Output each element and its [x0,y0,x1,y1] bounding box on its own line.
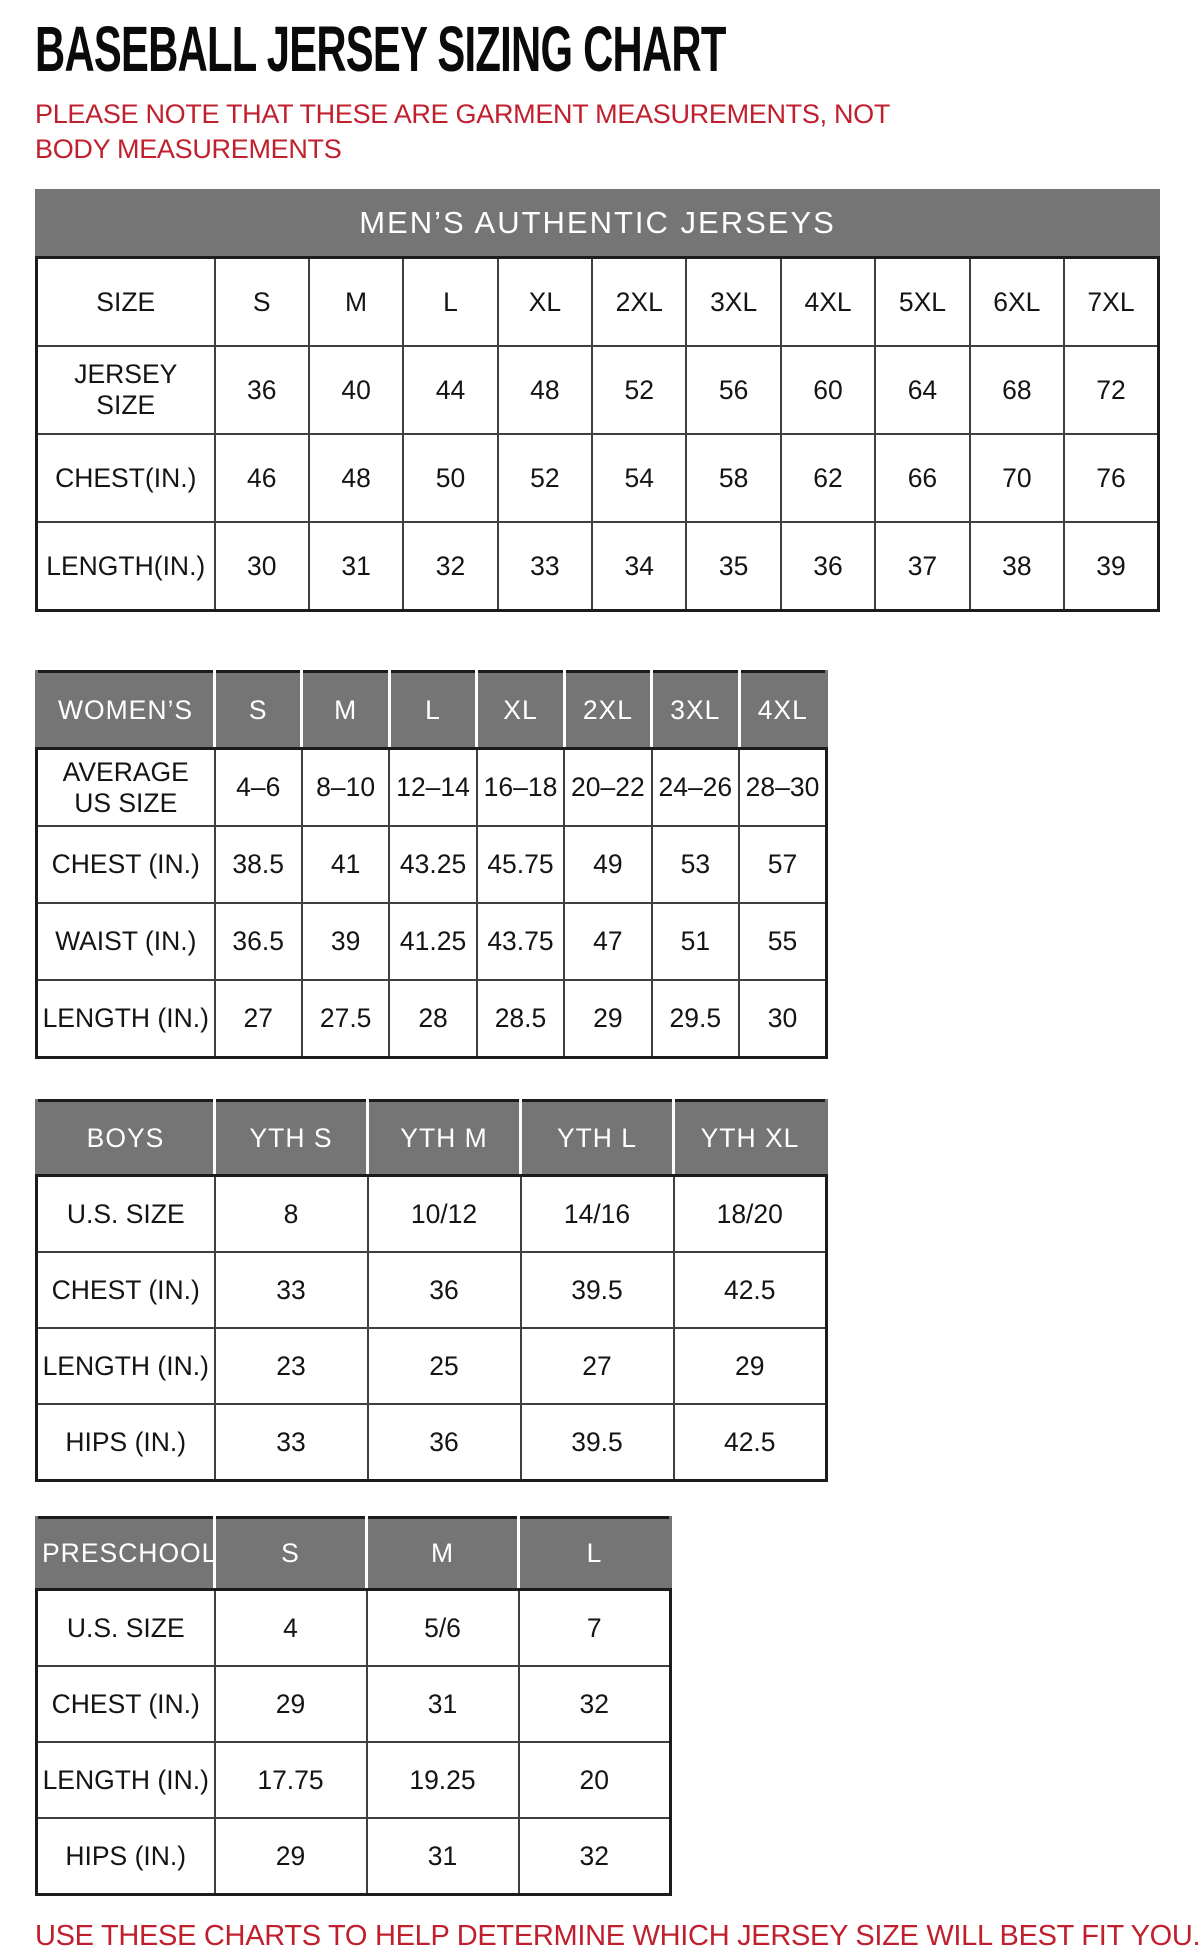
table-row [37,1666,671,1742]
table-row [37,1818,671,1895]
size-column-header: L [519,1518,671,1590]
table-row [37,1328,827,1404]
row-label: SIZE [37,258,215,347]
cell-value: 48 [309,434,403,522]
cell-value: 25 [368,1328,521,1404]
cell-value: M [309,258,403,347]
size-column-header: YTH XL [674,1101,827,1176]
row-label: U.S. SIZE [37,1590,215,1667]
cell-value: 36 [368,1252,521,1328]
row-label: CHEST (IN.) [37,1666,215,1742]
garment-measurement-note: PLEASE NOTE THAT THESE ARE GARMENT MEASUREMENTS, NOT BODY MEASUREMENTS [35,98,890,164]
cell-value: 5/6 [367,1590,519,1667]
size-column-header: YTH L [521,1101,674,1176]
table-row [37,1252,827,1328]
cell-value: 29 [215,1666,367,1742]
cell-value: 24–26 [652,749,739,827]
table-header-row [37,1518,671,1590]
cell-value: 66 [875,434,969,522]
cell-value: 35 [686,522,780,611]
cell-value: 58 [686,434,780,522]
cell-value: 47 [564,903,651,980]
cell-value: 27.5 [302,980,389,1058]
cell-value: 31 [367,1666,519,1742]
row-label: HIPS (IN.) [37,1404,215,1481]
boys-sizing-table [35,1099,828,1482]
mens-table-banner: MEN’S AUTHENTIC JERSEYS [35,189,1160,256]
cell-value: 39.5 [521,1404,674,1481]
table-row [37,826,827,903]
table-title: WOMEN’S [37,672,215,749]
cell-value: 4XL [781,258,875,347]
cell-value: 18/20 [674,1176,827,1253]
cell-value: 36 [368,1404,521,1481]
cell-value: 31 [367,1818,519,1895]
cell-value: 41.25 [389,903,476,980]
cell-value: 30 [739,980,826,1058]
cell-value: 54 [592,434,686,522]
row-label: U.S. SIZE [37,1176,215,1253]
cell-value: 38 [970,522,1064,611]
row-label: LENGTH (IN.) [37,1328,215,1404]
table-row [37,980,827,1058]
cell-value: 37 [875,522,969,611]
cell-value: 20 [519,1742,671,1818]
table-row [37,434,1159,522]
table-row [37,1404,827,1481]
cell-value: 48 [498,346,592,434]
cell-value: 29.5 [652,980,739,1058]
cell-value: 33 [215,1252,368,1328]
cell-value: 53 [652,826,739,903]
cell-value: 2XL [592,258,686,347]
table-row [37,1590,671,1667]
cell-value: 17.75 [215,1742,367,1818]
cell-value: 42.5 [674,1404,827,1481]
size-column-header: YTH M [368,1101,521,1176]
size-column-header: XL [477,672,564,749]
row-label: LENGTH(IN.) [37,522,215,611]
table-row [37,749,827,827]
size-column-header: 2XL [564,672,651,749]
cell-value: 32 [519,1666,671,1742]
table-row [37,1742,671,1818]
cell-value: 7 [519,1590,671,1667]
cell-value: 30 [215,522,309,611]
cell-value: 41 [302,826,389,903]
size-column-header: YTH S [215,1101,368,1176]
cell-value: 64 [875,346,969,434]
cell-value: 23 [215,1328,368,1404]
cell-value: 28 [389,980,476,1058]
cell-value: 27 [215,980,302,1058]
cell-value: 28–30 [739,749,826,827]
cell-value: 32 [519,1818,671,1895]
cell-value: 43.25 [389,826,476,903]
row-label: LENGTH (IN.) [37,980,215,1058]
cell-value: 7XL [1064,258,1158,347]
cell-value: 8 [215,1176,368,1253]
cell-value: 39 [1064,522,1158,611]
cell-value: 33 [498,522,592,611]
cell-value: 49 [564,826,651,903]
cell-value: 42.5 [674,1252,827,1328]
table-header-row [37,1101,827,1176]
row-label: JERSEY SIZE [37,346,215,434]
cell-value: 3XL [686,258,780,347]
cell-value: L [403,258,497,347]
table-row [37,346,1159,434]
cell-value: 27 [521,1328,674,1404]
cell-value: 51 [652,903,739,980]
cell-value: 57 [739,826,826,903]
cell-value: 36 [781,522,875,611]
size-column-header: L [389,672,476,749]
cell-value: 10/12 [368,1176,521,1253]
cell-value: 52 [592,346,686,434]
cell-value: 50 [403,434,497,522]
cell-value: 19.25 [367,1742,519,1818]
row-label: CHEST (IN.) [37,826,215,903]
cell-value: 52 [498,434,592,522]
cell-value: 29 [674,1328,827,1404]
cell-value: 36.5 [215,903,302,980]
womens-sizing-table [35,670,828,1059]
row-label: LENGTH (IN.) [37,1742,215,1818]
cell-value: 56 [686,346,780,434]
cell-value: 34 [592,522,686,611]
cell-value: 28.5 [477,980,564,1058]
cell-value: 43.75 [477,903,564,980]
cell-value: 14/16 [521,1176,674,1253]
cell-value: 20–22 [564,749,651,827]
cell-value: 55 [739,903,826,980]
cell-value: 45.75 [477,826,564,903]
cell-value: 5XL [875,258,969,347]
size-column-header: M [302,672,389,749]
table-row [37,258,1159,347]
table-header-row [37,672,827,749]
cell-value: 8–10 [302,749,389,827]
cell-value: 31 [309,522,403,611]
cell-value: 36 [215,346,309,434]
cell-value: 68 [970,346,1064,434]
cell-value: 60 [781,346,875,434]
cell-value: 12–14 [389,749,476,827]
cell-value: 4–6 [215,749,302,827]
size-column-header: S [215,672,302,749]
cell-value: 39 [302,903,389,980]
cell-value: 16–18 [477,749,564,827]
table-row [37,522,1159,611]
size-column-header: 4XL [739,672,826,749]
row-label: HIPS (IN.) [37,1818,215,1895]
cell-value: XL [498,258,592,347]
cell-value: 70 [970,434,1064,522]
mens-sizing-table [35,256,1160,612]
cell-value: 6XL [970,258,1064,347]
cell-value: 40 [309,346,403,434]
cell-value: 33 [215,1404,368,1481]
page-title: BASEBALL JERSEY SIZING CHART [35,13,726,86]
table-row [37,1176,827,1253]
cell-value: 32 [403,522,497,611]
size-column-header: 3XL [652,672,739,749]
cell-value: 76 [1064,434,1158,522]
size-column-header: S [215,1518,367,1590]
cell-value: 38.5 [215,826,302,903]
cell-value: 44 [403,346,497,434]
row-label: AVERAGE US SIZE [37,749,215,827]
cell-value: 39.5 [521,1252,674,1328]
row-label: CHEST(IN.) [37,434,215,522]
cell-value: 4 [215,1590,367,1667]
cell-value: 29 [215,1818,367,1895]
cell-value: S [215,258,309,347]
table-row [37,903,827,980]
cell-value: 46 [215,434,309,522]
row-label: WAIST (IN.) [37,903,215,980]
cell-value: 72 [1064,346,1158,434]
cell-value: 29 [564,980,651,1058]
row-label: CHEST (IN.) [37,1252,215,1328]
table-title: PRESCHOOL [37,1518,215,1590]
size-column-header: M [367,1518,519,1590]
cell-value: 62 [781,434,875,522]
preschool-sizing-table [35,1516,672,1896]
footer-note: USE THESE CHARTS TO HELP DETERMINE WHICH JERSEY SIZE WILL BEST FIT YOU. [35,1920,1200,1953]
table-title: BOYS [37,1101,215,1176]
